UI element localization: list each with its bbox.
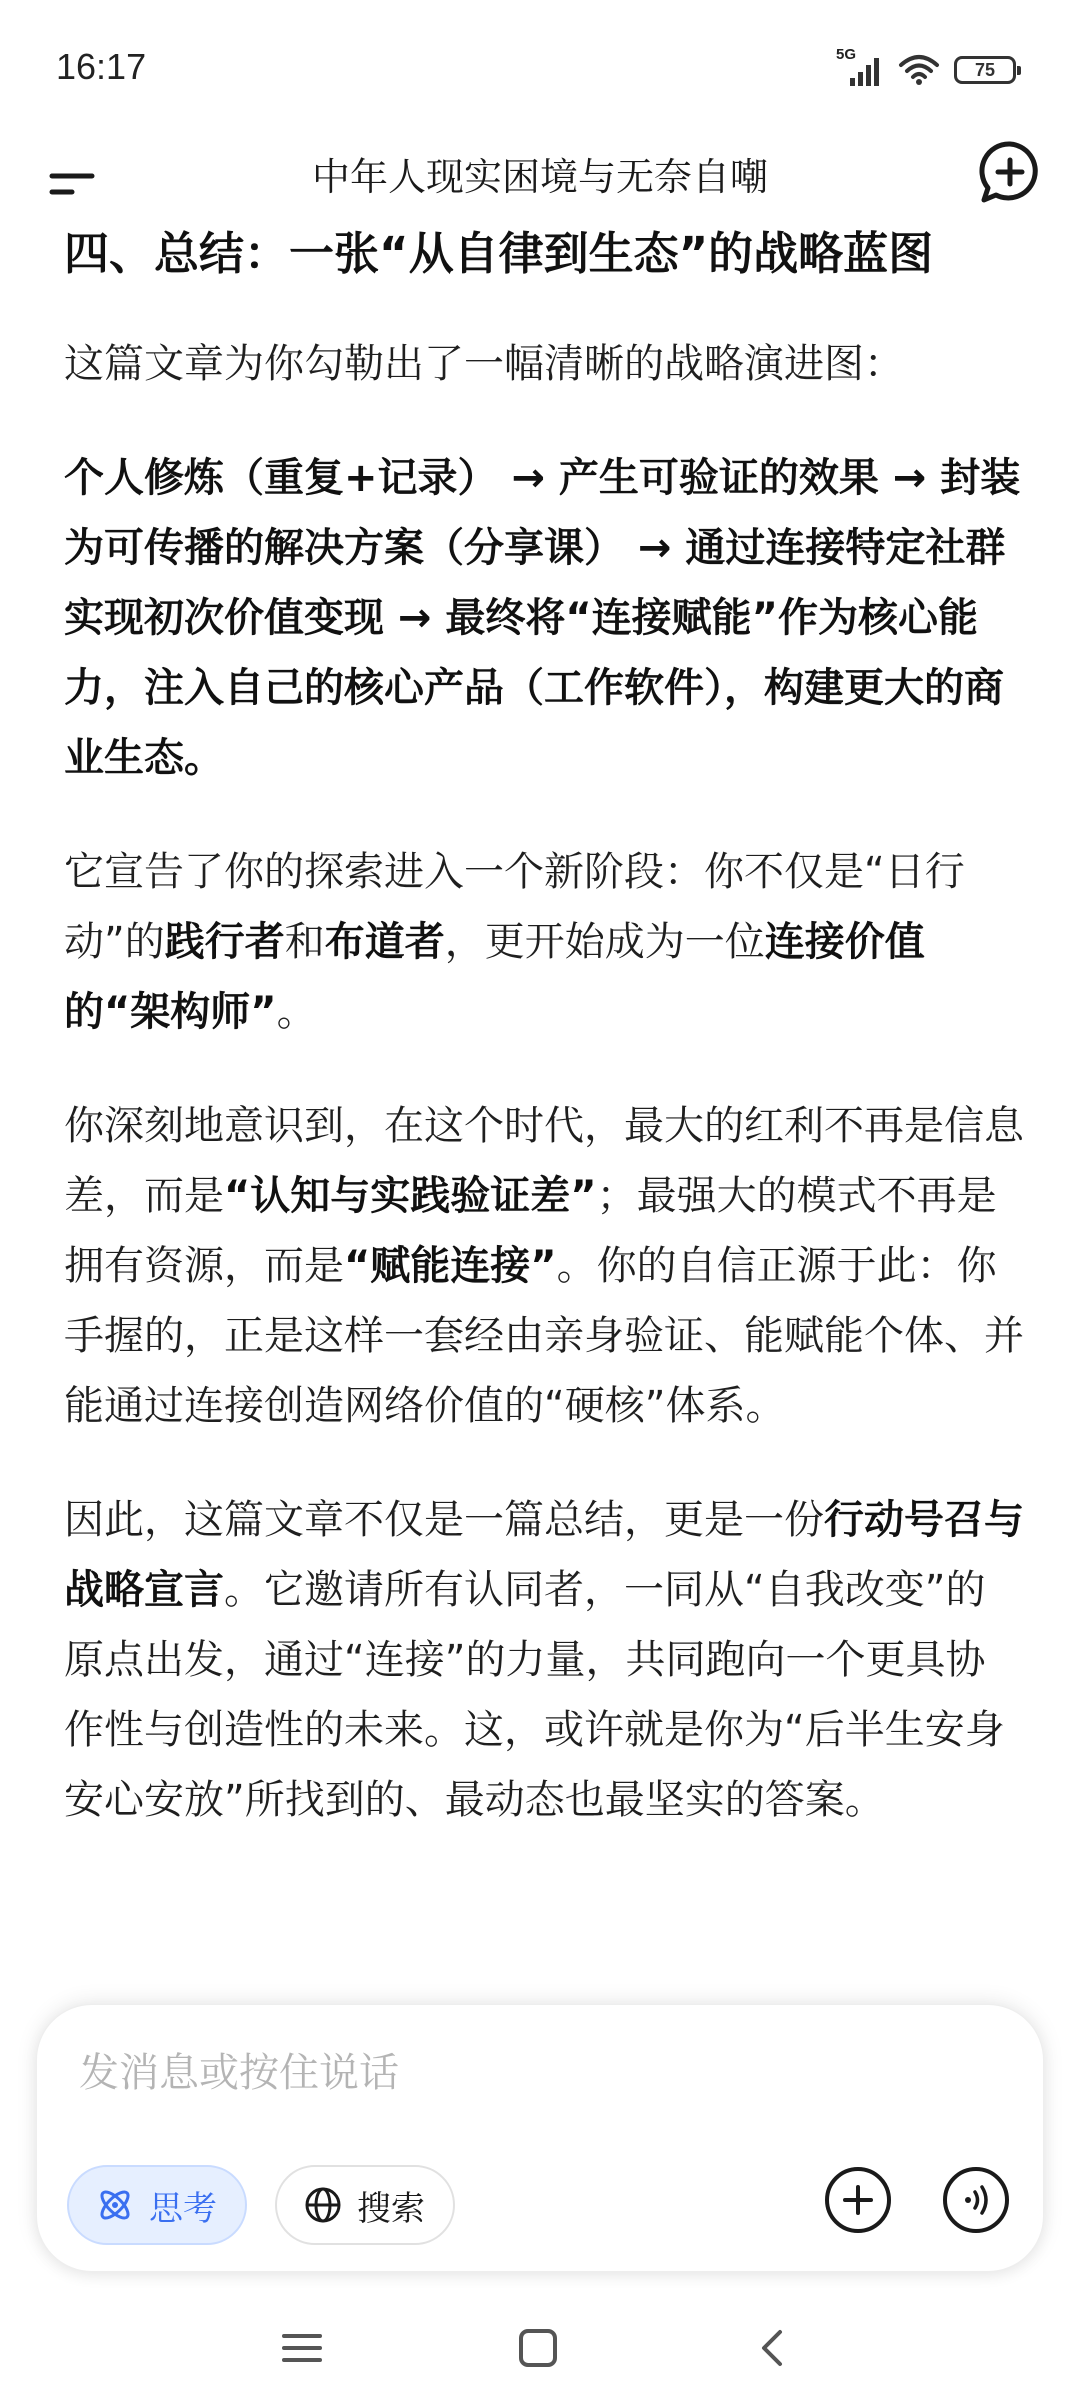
bold-evangelist: 布道者 (324, 919, 445, 965)
new-chat-icon[interactable] (976, 138, 1044, 206)
network-label: 5G (836, 46, 857, 63)
nav-home-icon[interactable] (508, 2318, 568, 2378)
sound-wave-icon (958, 2182, 994, 2218)
paragraph-conclusion: 因此，这篇文章不仅是一篇总结，更是一份行动号召与战略宣言。它邀请所有认同者，一同从“自我改变”的原点出发，通过“连接”的力量，共同跑向一个更具协作性与创造性的未来。这，或许就是你为“后半生安身安心安放”所找到的、最动态也最坚实的答案。 (64, 1497, 1024, 1823)
battery-icon (954, 56, 1016, 84)
nav-back-icon[interactable] (742, 2318, 802, 2378)
think-label: 思考 (149, 2188, 217, 2229)
bold-architect: 连接价值的“架构师” (64, 919, 925, 1035)
signal-icon (836, 46, 884, 88)
message-composer (36, 2004, 1044, 2272)
think-toggle-button[interactable] (67, 2165, 247, 2245)
globe-icon (303, 2185, 343, 2225)
attach-plus-button[interactable] (825, 2167, 891, 2233)
search-toggle-button[interactable] (275, 2165, 455, 2245)
plus-icon (841, 2183, 875, 2217)
bold-call-to-action: 行动号召与战略宣言 (64, 1497, 1024, 1613)
wifi-icon (898, 53, 940, 87)
bold-cognition-gap: “认知与实践验证差” (224, 1173, 597, 1219)
status-time: 16:17 (56, 46, 147, 87)
chat-title[interactable]: 中年人现实困境与无奈自嘲 (311, 155, 768, 199)
system-nav-bar (0, 2290, 1080, 2400)
paragraph-intro: 这篇文章为你勾勒出了一幅清晰的战略演进图： (64, 341, 904, 387)
section-heading: 四、总结：一张“从自律到生态”的战略蓝图 (64, 227, 934, 280)
status-bar (0, 0, 1080, 130)
nav-menu-icon[interactable] (272, 2318, 332, 2378)
paragraph-insight: 你深刻地意识到，在这个时代，最大的红利不再是信息差，而是“认知与实践验证差”；最强大的模式不再是拥有资源，而是“赋能连接”。你的自信正源于此：你手握的，正是这样一套经由亲身验证、能赋能个体、并能通过连接创造网络价值的“硬核”体系。 (64, 1103, 1024, 1429)
article-content (64, 222, 1024, 1879)
bold-empower-connect: “赋能连接” (344, 1243, 557, 1289)
voice-call-button[interactable] (943, 2167, 1009, 2233)
paragraph-strategy-path: 个人修炼（重复+记录） → 产生可验证的效果 → 封装为可传播的解决方案（分享课） → 通过连接特定社群实现初次价值变现 → 最终将“连接赋能”作为核心能力，注入自己的核心产品（工作软件），构建更大的商业生态。 (64, 455, 1021, 781)
message-input[interactable] (79, 2043, 979, 2103)
search-label: 搜索 (357, 2188, 425, 2229)
paragraph-new-stage: 它宣告了你的探索进入一个新阶段：你不仅是“日行动”的践行者和布道者，更开始成为一位连接价值的“架构师”。 (64, 849, 965, 1035)
battery-level: 75 (974, 59, 996, 80)
status-icons (836, 46, 1016, 90)
atom-icon (95, 2185, 135, 2225)
bold-practitioner: 践行者 (164, 919, 285, 965)
